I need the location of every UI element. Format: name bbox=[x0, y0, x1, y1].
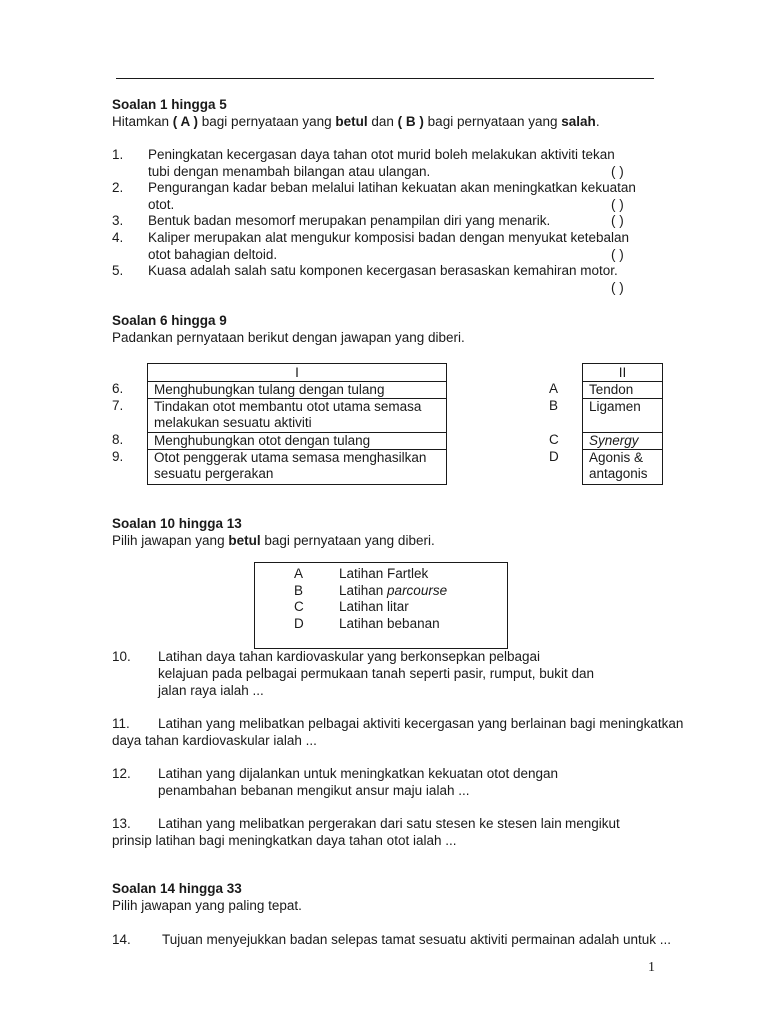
q12-line1: Latihan yang dijalankan untuk meningkatkan kekuatan otot dengan bbox=[158, 766, 559, 781]
q4-number: 4. bbox=[112, 230, 124, 245]
section1-instruction: Hitamkan ( A ) bagi pernyataan yang betul dan ( B ) bagi pernyataan yang salah. bbox=[112, 114, 600, 129]
q11-number: 11. bbox=[112, 716, 130, 731]
page-number: 1 bbox=[648, 960, 655, 975]
match-table-II bbox=[582, 363, 663, 485]
option-d-letter: D bbox=[294, 616, 304, 631]
q11-line2: daya tahan kardiovaskular ialah ... bbox=[112, 733, 317, 748]
q6-statement: Menghubungkan tulang dengan tulang bbox=[154, 382, 385, 397]
q3-text-line1: Bentuk badan mesomorf merupakan penampilan diri yang menarik. bbox=[148, 213, 551, 228]
q10-line3: jalan raya ialah ... bbox=[158, 683, 264, 698]
col1-header: I bbox=[295, 365, 299, 380]
q13-line2: prinsip latihan bagi meningkatkan daya tahan otot ialah ... bbox=[112, 833, 457, 848]
q4-text-line1: Kaliper merupakan alat mengukur komposisi badan dengan menyukat ketebalan bbox=[148, 230, 630, 245]
answer-c-text: Synergy bbox=[589, 433, 639, 448]
answer-a-letter: A bbox=[549, 381, 559, 396]
option-b-letter: B bbox=[294, 583, 304, 598]
q10-line1: Latihan daya tahan kardiovaskular yang berkonsepkan pelbagai bbox=[158, 649, 541, 664]
section3-title: Soalan 10 hingga 13 bbox=[112, 516, 242, 531]
q10-line2: kelajuan pada pelbagai permukaan tanah seperti pasir, rumput, bukit dan bbox=[158, 666, 595, 681]
answer-a-text: Tendon bbox=[589, 382, 634, 397]
q7-number: 7. bbox=[112, 398, 124, 413]
option-a-text: Latihan Fartlek bbox=[339, 566, 429, 581]
q2-text-line2: otot. bbox=[148, 197, 175, 212]
q2-answer-box[interactable]: ( ) bbox=[611, 197, 624, 212]
q11-line1: Latihan yang melibatkan pelbagai aktiviti kecergasan yang berlainan bagi meningkatkan bbox=[158, 716, 684, 731]
q6-number: 6. bbox=[112, 381, 124, 396]
q7-statement-line1: Tindakan otot membantu otot utama semasa bbox=[154, 399, 422, 414]
section3-instruction: Pilih jawapan yang betul bagi pernyataan yang diberi. bbox=[112, 533, 435, 548]
q7-statement-line2: melakukan sesuatu aktiviti bbox=[154, 415, 312, 430]
q12-line2: penambahan bebanan mengikut ansur maju ialah ... bbox=[158, 783, 470, 798]
q5-text-line1: Kuasa adalah salah satu komponen kecergasan berasaskan kemahiran motor. bbox=[148, 263, 618, 278]
option-b-text: Latihan parcourse bbox=[339, 583, 448, 598]
q4-answer-box[interactable]: ( ) bbox=[611, 247, 624, 262]
section2-title: Soalan 6 hingga 9 bbox=[112, 313, 227, 328]
q8-number: 8. bbox=[112, 432, 124, 447]
q1-number: 1. bbox=[112, 147, 124, 162]
q13-line1-end: mengikut bbox=[565, 816, 620, 831]
section4-instruction: Pilih jawapan yang paling tepat. bbox=[112, 898, 302, 913]
q5-answer-box[interactable]: ( ) bbox=[611, 280, 624, 295]
q5-number: 5. bbox=[112, 263, 124, 278]
q2-text-line1: Pengurangan kadar beban melalui latihan kekuatan akan meningkatkan kekuatan bbox=[148, 180, 636, 195]
q1-answer-box[interactable]: ( ) bbox=[611, 164, 624, 179]
q9-statement-line2: sesuatu pergerakan bbox=[154, 466, 274, 481]
q12-number: 12. bbox=[112, 766, 131, 781]
col2-header: II bbox=[618, 365, 627, 380]
options-box bbox=[254, 562, 508, 649]
q14-number: 14. bbox=[112, 932, 131, 947]
q13-line1: Latihan yang melibatkan pergerakan dari satu stesen ke stesen lain bbox=[158, 816, 562, 831]
answer-d-letter: D bbox=[549, 449, 559, 464]
section1-title: Soalan 1 hingga 5 bbox=[112, 97, 227, 112]
option-c-letter: C bbox=[294, 599, 304, 614]
section4-title: Soalan 14 hingga 33 bbox=[112, 881, 242, 896]
q9-statement-line1: Otot penggerak utama semasa menghasilkan bbox=[154, 450, 427, 465]
q3-number: 3. bbox=[112, 213, 124, 228]
option-d-text: Latihan bebanan bbox=[339, 616, 440, 631]
answer-c-letter: C bbox=[549, 432, 559, 447]
q2-number: 2. bbox=[112, 180, 124, 195]
q3-answer-box[interactable]: ( ) bbox=[611, 213, 624, 228]
q8-statement: Menghubungkan otot dengan tulang bbox=[154, 433, 371, 448]
q1-text-line2: tubi dengan menambah bilangan atau ulangan. bbox=[148, 164, 431, 179]
q1-text-line1: Peningkatan kecergasan daya tahan otot murid boleh melakukan aktiviti tekan bbox=[148, 147, 615, 162]
option-c-text: Latihan litar bbox=[339, 599, 409, 614]
q14-text: Tujuan menyejukkan badan selepas tamat sesuatu aktiviti permainan adalah untuk ... bbox=[162, 932, 672, 947]
option-a-letter: A bbox=[294, 566, 304, 581]
top-rule bbox=[116, 78, 654, 79]
answer-b-text: Ligamen bbox=[589, 399, 641, 414]
answer-d-text-line1: Agonis & bbox=[589, 450, 644, 465]
answer-d-text-line2: antagonis bbox=[589, 466, 648, 481]
q10-number: 10. bbox=[112, 649, 131, 664]
section2-instruction: Padankan pernyataan berikut dengan jawapan yang diberi. bbox=[112, 330, 465, 345]
q4-text-line2: otot bahagian deltoid. bbox=[148, 247, 278, 262]
match-table-I bbox=[147, 363, 447, 485]
q13-number: 13. bbox=[112, 816, 131, 831]
q9-number: 9. bbox=[112, 449, 124, 464]
answer-b-letter: B bbox=[549, 398, 559, 413]
